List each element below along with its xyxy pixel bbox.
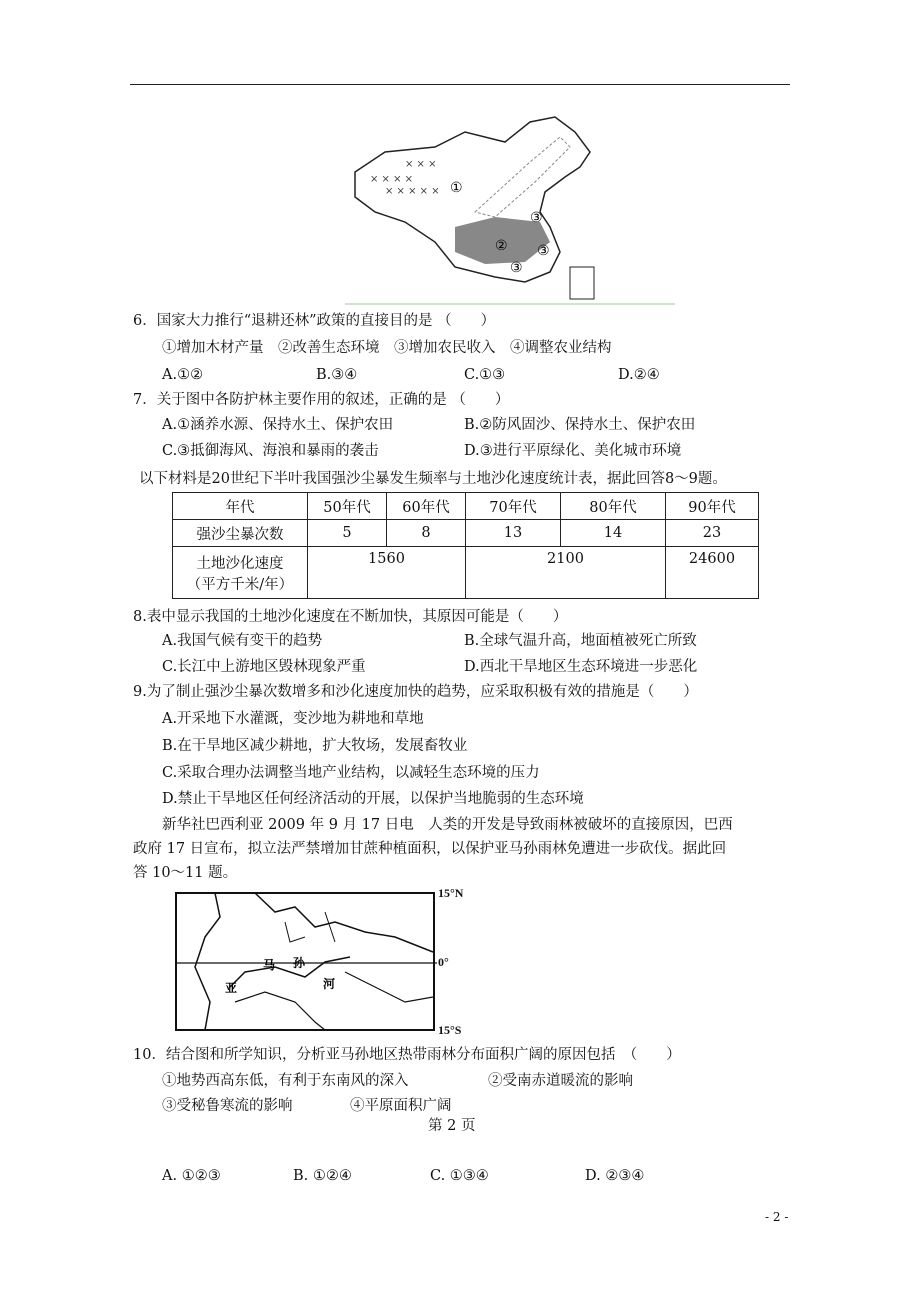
page-number: - 2 - xyxy=(765,1210,789,1224)
table-row xyxy=(173,520,759,547)
table-cell: 24600 xyxy=(666,547,759,599)
svg-text:× × ×: × × × xyxy=(405,159,437,170)
map-label-2: ② xyxy=(495,238,508,254)
row-label: 土地沙化速度 xyxy=(196,555,284,572)
q10-stem: 10．结合图和所学知识，分析亚马孙地区热带雨林分布面积广阔的原因包括 （ ） xyxy=(133,1047,681,1063)
table-header-row xyxy=(173,493,759,520)
svg-text:× × × ×: × × × × xyxy=(370,174,414,185)
passage-line-2: 政府 17 日宣布，拟立法严禁增加甘蔗种植面积，以保护亚马孙雨林免遭进一步砍伐。据此回 xyxy=(133,841,727,857)
table-cell xyxy=(173,547,308,599)
table-cell: 60年代 xyxy=(387,493,466,520)
map-label-3a: ③ xyxy=(530,210,543,226)
q7-option-d[interactable]: D.③进行平原绿化、美化城市环境 xyxy=(464,443,682,459)
q7-option-a[interactable]: A.①涵养水源、保持水土、保护农田 xyxy=(162,417,394,433)
q9-option-c[interactable]: C.采取合理办法调整当地产业结构，以减轻生态环境的压力 xyxy=(162,765,540,781)
table-cell: 8 xyxy=(387,520,466,547)
table-cell: 80年代 xyxy=(561,493,666,520)
lat-0: 0° xyxy=(438,955,449,969)
q6-items: ①增加木材产量 ②改善生态环境 ③增加农民收入 ④调整农业结构 xyxy=(162,340,612,356)
q8-option-b[interactable]: B.全球气温升高，地面植被死亡所致 xyxy=(464,633,697,649)
q10-option-d[interactable]: D. ②③④ xyxy=(585,1168,645,1184)
sandstorm-table xyxy=(172,492,759,599)
map-char-he: 河 xyxy=(323,977,336,991)
china-forest-map xyxy=(345,112,675,307)
q8-stem: 8.表中显示我国的土地沙化速度在不断加快，其原因可能是（ ） xyxy=(133,609,568,625)
q10-option-a[interactable]: A. ①②③ xyxy=(162,1168,221,1184)
map-char-ya: 亚 xyxy=(225,981,238,995)
passage-line-1: 新华社巴西利亚 2009 年 9 月 17 日电 人类的开发是导致雨林被破坏的直接原因，巴西 xyxy=(162,817,733,833)
table-cell: 5 xyxy=(308,520,387,547)
table-cell: 14 xyxy=(561,520,666,547)
table-cell: 90年代 xyxy=(666,493,759,520)
q8-option-c[interactable]: C.长江中上游地区毁林现象严重 xyxy=(162,659,366,675)
table-cell: 13 xyxy=(466,520,561,547)
header-rule xyxy=(130,84,790,85)
table-cell: 70年代 xyxy=(466,493,561,520)
lat-15s: 15°S xyxy=(438,1023,462,1037)
q9-option-a[interactable]: A.开采地下水灌溉，变沙地为耕地和草地 xyxy=(162,711,424,727)
map-char-sun: 孙 xyxy=(293,956,306,970)
passage-line-3: 答 10～11 题。 xyxy=(133,865,238,881)
map-label-1: ① xyxy=(450,180,463,196)
q10-item-3: ③受秘鲁寒流的影响 xyxy=(162,1098,293,1114)
q7-option-b[interactable]: B.②防风固沙、保持水土、保护农田 xyxy=(464,417,696,433)
table-cell: 50年代 xyxy=(308,493,387,520)
page-label: 第 2 页 xyxy=(428,1118,476,1134)
q6-option-b[interactable]: B.③④ xyxy=(316,367,358,383)
table-cell: 强沙尘暴次数 xyxy=(173,520,308,547)
table-row xyxy=(173,547,759,599)
table-cell: 23 xyxy=(666,520,759,547)
amazon-map xyxy=(175,892,437,1032)
map-char-ma: 马 xyxy=(263,958,276,972)
q6-option-c[interactable]: C.①③ xyxy=(464,367,506,383)
q8-option-d[interactable]: D.西北干旱地区生态环境进一步恶化 xyxy=(464,659,698,675)
q10-item-2: ②受南赤道暖流的影响 xyxy=(488,1073,633,1089)
q9-stem: 9.为了制止强沙尘暴次数增多和沙化速度加快的趋势，应采取积极有效的措施是（ ） xyxy=(133,684,698,700)
row-unit: （平方千米/年） xyxy=(186,576,294,593)
svg-text:× × × × ×: × × × × × xyxy=(385,186,440,197)
q9-option-d[interactable]: D.禁止干旱地区任何经济活动的开展，以保护当地脆弱的生态环境 xyxy=(162,791,584,807)
q8-option-a[interactable]: A.我国气候有变干的趋势 xyxy=(162,633,323,649)
q10-option-c[interactable]: C. ①③④ xyxy=(430,1168,489,1184)
lat-15n: 15°N xyxy=(438,886,464,900)
q6-option-a[interactable]: A.①② xyxy=(162,367,204,383)
q6-stem: 6．国家大力推行“退耕还林”政策的直接目的是 （ ） xyxy=(133,313,496,329)
q9-option-b[interactable]: B.在干旱地区减少耕地，扩大牧场，发展畜牧业 xyxy=(162,738,468,754)
map-label-3b: ③ xyxy=(537,243,550,259)
q10-item-1: ①地势西高东低，有利于东南风的深入 xyxy=(162,1073,409,1089)
q6-option-d[interactable]: D.②④ xyxy=(618,367,660,383)
map-label-3c: ③ xyxy=(510,260,523,276)
table-cell: 2100 xyxy=(466,547,666,599)
q10-option-b[interactable]: B. ①②④ xyxy=(293,1168,352,1184)
q7-option-c[interactable]: C.③抵御海风、海浪和暴雨的袭击 xyxy=(162,443,379,459)
q7-stem: 7．关于图中各防护林主要作用的叙述，正确的是 （ ） xyxy=(133,392,510,408)
intro-8-9: 以下材料是20世纪下半叶我国强沙尘暴发生频率与土地沙化速度统计表，据此回答8～9题。 xyxy=(139,471,727,487)
table-cell: 年代 xyxy=(173,493,308,520)
q10-item-4: ④平原面积广阔 xyxy=(350,1098,452,1114)
table-cell: 1560 xyxy=(308,547,466,599)
